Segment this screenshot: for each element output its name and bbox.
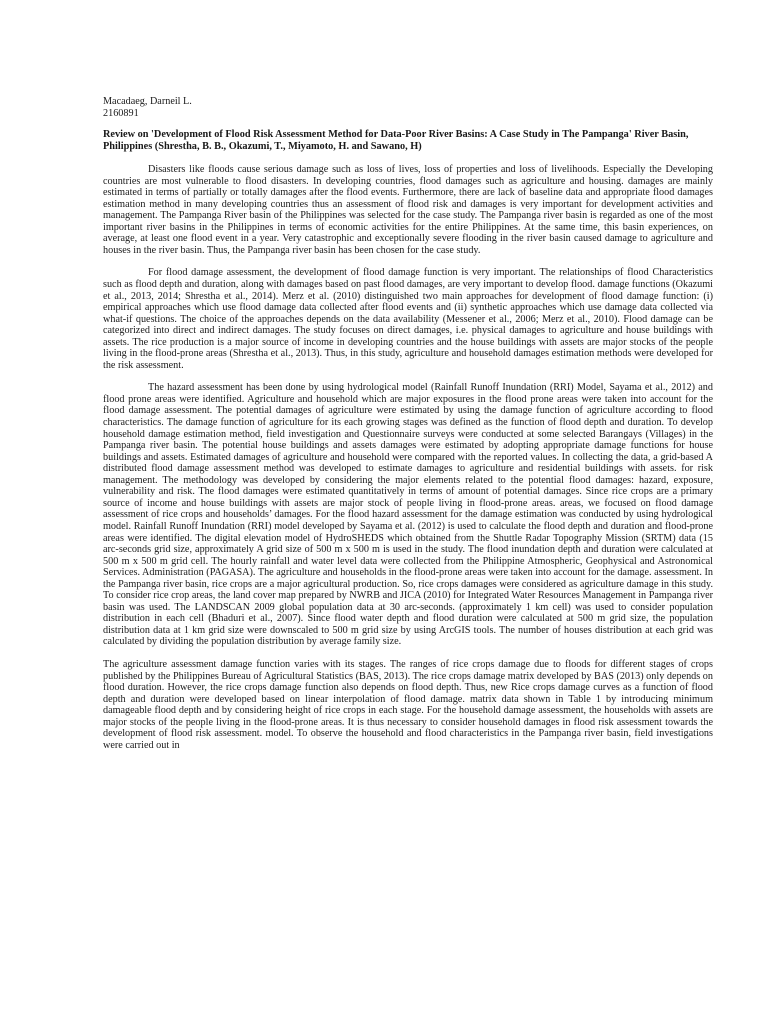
author-name: Macadaeg, Darneil L. [103,96,192,107]
document-page [103,96,713,762]
paragraph-4: The agriculture assessment damage function varies with its stages. The ranges of rice crops damage due to floods for different stages of crops published by the Philippines Bureau of Agricultural Statistics (BAS, 2013). The rice crops damage matrix developed by BAS (2013) only depends on flood duration. However, the rice crops damage function also depends on flood depth. Thus, new Rice crops damage curves as a function of flood depth and duration were developed based on linear interpolation of flood damage. matrix data shown in Table 1 by introducing minimum damageable flood depth and by considering height of rice crops in each stage. For the household damage assessment, the households with assets are major stocks of the people living in the flood-prone areas. It is thus necessary to consider household damages in flood risk assessment towards the development of flood risk assessment. model. To observe the household and flood characteristics in the Pampanga river basin, field investigations were carried out in [103,658,713,751]
paragraph-3: The hazard assessment has been done by using hydrological model (Rainfall Runoff Inundation (RRI) Model, Sayama et al., 2012) and flood prone areas were identified. Agriculture and household which are major exposures in the flood prone areas were taken into account for the flood damage assessment. The potential damages of agriculture were estimated by using the damage function of agriculture according to flood characteristics. The damage function of agriculture for its each growing stages was defined as the function of flood depth and duration. To develop household damage estimation method, field investigation and Questionnaire surveys were conducted at some selected Barangays (Villages) in the Pampanga river basin. The potential house buildings and assets damages were estimated by adopting appropriate damage functions for house buildings and assets. Estimated damages of agriculture and household were compared with the reported values. In collecting the data, a grid-based A distributed flood damage assessment method was developed to estimate damages to agriculture and residential buildings with assets. for risk management. The methodology was developed by considering the major elements related to the potential flood damages: hazard, exposure, vulnerability and risk. The flood damages were estimated quantitatively in terms of amount of potential damages. Since rice crops are a primary source of income and house buildings with assets are major stock of people living in flood-prone areas. areas, we focused on flood damage assessment of rice crops and households’ damages. For the flood hazard assessment for the damage estimation was conducted by using hydrological model. Rainfall Runoff Inundation (RRI) model developed by Sayama et al. (2012) is used to calculate the flood depth and duration and flood-prone areas were identified. The digital elevation model of HydroSHEDS which obtained from the Shuttle Radar Topography Mission (SRTM) data (15 arc-seconds grid size, approximately A grid size of 500 m x 500 m is used in the study. The flood inundation depth and duration were calculated at 500 m x 500 m grid cell. The hourly rainfall and water level data were collected from the Philippine Atmospheric, Geophysical and Astronomical Services. Administration (PAGASA). The agriculture and households in the flood-prone areas were taken into account for the damage. assessment. In the Pampanga river basin, rice crops are a major agricultural production. So, rice crops damages were considered as agriculture damage in this study. To consider rice crop areas, the land cover map prepared by NWRB and JICA (2010) for Integrated Water Resources Management in Pampanga river basin was used. The LANDSCAN 2009 global population data at 30 arc-seconds. (approximately 1 km cell) was used to consider population distribution in each cell (Bhaduri et al., 2007). Since flood water depth and flood duration were calculated at 500 m grid size, the population distribution data at 1 km grid size were downscaled to 500 m grid size by using ArcGIS tools. The number of houses distribution at each grid was calculated by dividing the population distribution by average family size. [103,382,713,648]
paragraph-1: Disasters like floods cause serious damage such as loss of lives, loss of properties and loss of livelihoods. Especially the Developing countries are most vulnerable to flood disasters. In developing countries, flood damages such as agriculture and housing. damages are mainly estimated in terms of partially or totally damages after the flood events. Furthermore, there are lack of baseline data and appropriate flood damages estimation method in many developing countries thus an assessment of flood risk and damages is very important for development activities and management. The Pampanga River basin of the Philippines was selected for the case study. The Pampanga river basin is regarded as one of the most important river basins in the Philippines in terms of economic activities for the entire Philippines. At the same time, this basin experiences, on average, at least one flood event in a year. Very catastrophic and exceptionally severe flooding in the river basin caused damage to agriculture and houses in the river basin. Thus, the Pampanga river basin has been chosen for the case study. [103,164,713,256]
paragraph-2: For flood damage assessment, the development of flood damage function is very important. The relationships of flood Characteristics such as flood depth and duration, along with damages based on past flood damages, are very important to develop flood. damage functions (Okazumi et al., 2013, 2014; Shrestha et al., 2014). Merz et al. (2010) distinguished two main approaches for development of flood damage function: (i) empirical approaches which use flood damage data collected after flood events and (ii) synthetic approaches which use damage data collected via what-if questions. The choice of the approaches depends on the data availability (Messener et al., 2006; Merz et al., 2010). Flood damage can be categorized into direct and indirect damages. The study focuses on direct damages, i.e. physical damages to agriculture and house buildings with assets. The rice production is a major source of income in developing countries and the house buildings with assets are major stocks of the people living in the flood-prone areas (Shrestha et al., 2013). Thus, in this study, agriculture and household damages estimation methods were developed for the risk assessment. [103,267,713,371]
student-id: 2160891 [103,107,139,119]
document-title: Review on 'Development of Flood Risk Assessment Method for Data-Poor River Basins: A Case Study in The Pampanga' River Basin, Philippines (Shrestha, B. B., Okazumi, T., Miyamoto, H. and Sawano, H) [103,129,689,153]
